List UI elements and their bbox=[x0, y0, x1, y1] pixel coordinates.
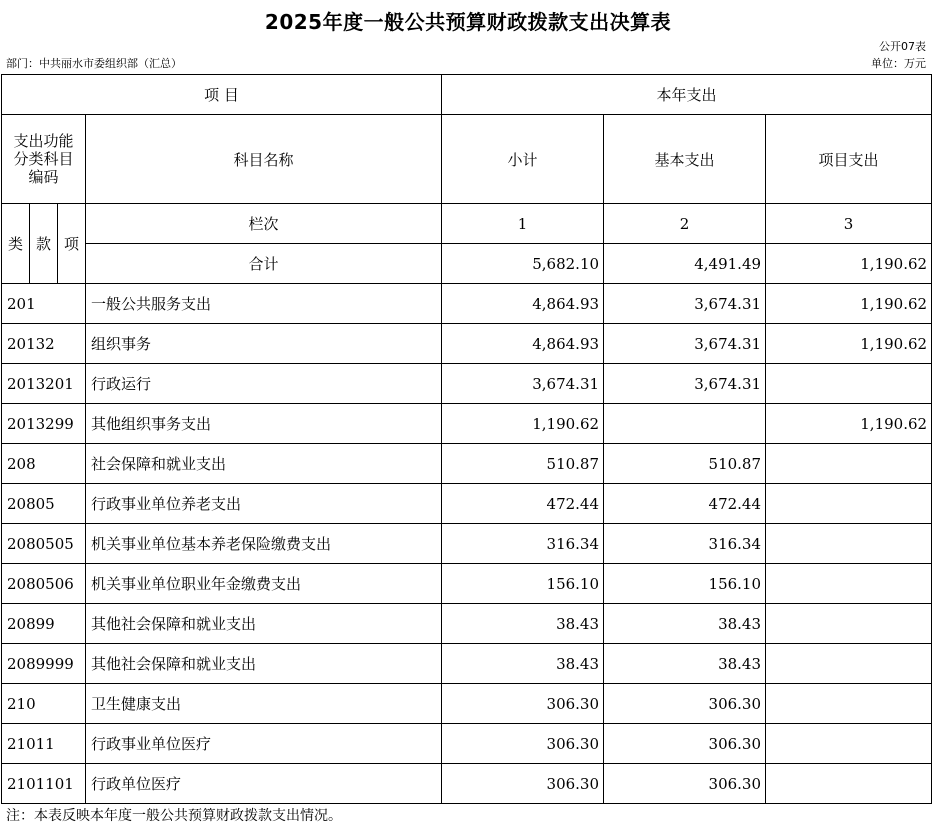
row-code: 2080506 bbox=[2, 564, 86, 604]
header-col-3: 3 bbox=[766, 204, 932, 244]
header-annual-expense: 本年支出 bbox=[442, 75, 932, 115]
total-project: 1,190.62 bbox=[766, 244, 932, 284]
table-row bbox=[2, 644, 932, 684]
row-basic: 3,674.31 bbox=[604, 364, 766, 404]
header-subject-name: 科目名称 bbox=[86, 115, 442, 204]
footnote: 注：本表反映本年度一般公共预算财政拨款支出情况。 bbox=[6, 808, 342, 824]
row-project bbox=[766, 764, 932, 804]
table-row bbox=[2, 324, 932, 364]
total-basic: 4,491.49 bbox=[604, 244, 766, 284]
header-col-2: 2 bbox=[604, 204, 766, 244]
row-project bbox=[766, 364, 932, 404]
row-subject-name: 一般公共服务支出 bbox=[86, 284, 442, 324]
row-basic: 306.30 bbox=[604, 684, 766, 724]
row-subject-name: 机关事业单位基本养老保险缴费支出 bbox=[86, 524, 442, 564]
table-row bbox=[2, 764, 932, 804]
header-item: 项 目 bbox=[2, 75, 442, 115]
row-code: 210 bbox=[2, 684, 86, 724]
header-subtotal: 小计 bbox=[442, 115, 604, 204]
row-subject-name: 行政单位医疗 bbox=[86, 764, 442, 804]
department-label: 部门：中共丽水市委组织部（汇总） bbox=[6, 57, 182, 70]
row-basic: 306.30 bbox=[604, 724, 766, 764]
table-row bbox=[2, 404, 932, 444]
row-subtotal: 306.30 bbox=[442, 724, 604, 764]
row-subtotal: 4,864.93 bbox=[442, 324, 604, 364]
row-basic: 510.87 bbox=[604, 444, 766, 484]
row-code: 20132 bbox=[2, 324, 86, 364]
row-project bbox=[766, 564, 932, 604]
header-func-code: 支出功能分类科目编码 bbox=[2, 115, 86, 204]
header-col-1: 1 bbox=[442, 204, 604, 244]
header-lei: 类 bbox=[2, 204, 30, 284]
row-code: 208 bbox=[2, 444, 86, 484]
table-row bbox=[2, 564, 932, 604]
row-basic: 156.10 bbox=[604, 564, 766, 604]
row-code: 20805 bbox=[2, 484, 86, 524]
row-subtotal: 38.43 bbox=[442, 604, 604, 644]
row-project bbox=[766, 484, 932, 524]
row-project bbox=[766, 724, 932, 764]
row-project: 1,190.62 bbox=[766, 284, 932, 324]
row-project bbox=[766, 444, 932, 484]
row-subject-name: 社会保障和就业支出 bbox=[86, 444, 442, 484]
row-subtotal: 306.30 bbox=[442, 684, 604, 724]
row-subtotal: 4,864.93 bbox=[442, 284, 604, 324]
row-basic: 316.34 bbox=[604, 524, 766, 564]
table-row bbox=[2, 524, 932, 564]
form-number: 公开07表 bbox=[879, 40, 926, 53]
expenditure-table bbox=[1, 74, 932, 804]
header-basic: 基本支出 bbox=[604, 115, 766, 204]
table-row bbox=[2, 284, 932, 324]
row-subject-name: 其他社会保障和就业支出 bbox=[86, 604, 442, 644]
row-subtotal: 306.30 bbox=[442, 764, 604, 804]
row-project bbox=[766, 524, 932, 564]
header-kuan: 款 bbox=[30, 204, 58, 284]
row-subtotal: 472.44 bbox=[442, 484, 604, 524]
row-basic: 3,674.31 bbox=[604, 284, 766, 324]
row-subtotal: 38.43 bbox=[442, 644, 604, 684]
row-subtotal: 156.10 bbox=[442, 564, 604, 604]
row-code: 20899 bbox=[2, 604, 86, 644]
row-basic: 306.30 bbox=[604, 764, 766, 804]
row-basic: 3,674.31 bbox=[604, 324, 766, 364]
row-subject-name: 行政事业单位医疗 bbox=[86, 724, 442, 764]
row-subtotal: 510.87 bbox=[442, 444, 604, 484]
row-subtotal: 3,674.31 bbox=[442, 364, 604, 404]
row-code: 201 bbox=[2, 284, 86, 324]
row-code: 2013299 bbox=[2, 404, 86, 444]
row-code: 2013201 bbox=[2, 364, 86, 404]
row-code: 2101101 bbox=[2, 764, 86, 804]
row-basic: 38.43 bbox=[604, 604, 766, 644]
row-subject-name: 组织事务 bbox=[86, 324, 442, 364]
row-subject-name: 行政事业单位养老支出 bbox=[86, 484, 442, 524]
row-basic bbox=[604, 404, 766, 444]
total-subtotal: 5,682.10 bbox=[442, 244, 604, 284]
row-subtotal: 316.34 bbox=[442, 524, 604, 564]
header-col-no: 栏次 bbox=[86, 204, 442, 244]
page-title: 2025年度一般公共预算财政拨款支出决算表 bbox=[264, 10, 672, 34]
row-basic: 38.43 bbox=[604, 644, 766, 684]
unit-label: 单位：万元 bbox=[871, 57, 926, 70]
row-code: 2080505 bbox=[2, 524, 86, 564]
row-subject-name: 其他组织事务支出 bbox=[86, 404, 442, 444]
table-row bbox=[2, 684, 932, 724]
table-row bbox=[2, 364, 932, 404]
row-project: 1,190.62 bbox=[766, 404, 932, 444]
table-row bbox=[2, 444, 932, 484]
total-label: 合计 bbox=[86, 244, 442, 284]
row-project bbox=[766, 644, 932, 684]
header-xiang: 项 bbox=[58, 204, 86, 284]
row-subject-name: 卫生健康支出 bbox=[86, 684, 442, 724]
row-subject-name: 其他社会保障和就业支出 bbox=[86, 644, 442, 684]
row-code: 21011 bbox=[2, 724, 86, 764]
table-row bbox=[2, 724, 932, 764]
row-project: 1,190.62 bbox=[766, 324, 932, 364]
row-subtotal: 1,190.62 bbox=[442, 404, 604, 444]
row-subject-name: 行政运行 bbox=[86, 364, 442, 404]
header-project: 项目支出 bbox=[766, 115, 932, 204]
row-project bbox=[766, 684, 932, 724]
table-row bbox=[2, 604, 932, 644]
row-code: 2089999 bbox=[2, 644, 86, 684]
table-row bbox=[2, 484, 932, 524]
row-basic: 472.44 bbox=[604, 484, 766, 524]
row-subject-name: 机关事业单位职业年金缴费支出 bbox=[86, 564, 442, 604]
row-project bbox=[766, 604, 932, 644]
